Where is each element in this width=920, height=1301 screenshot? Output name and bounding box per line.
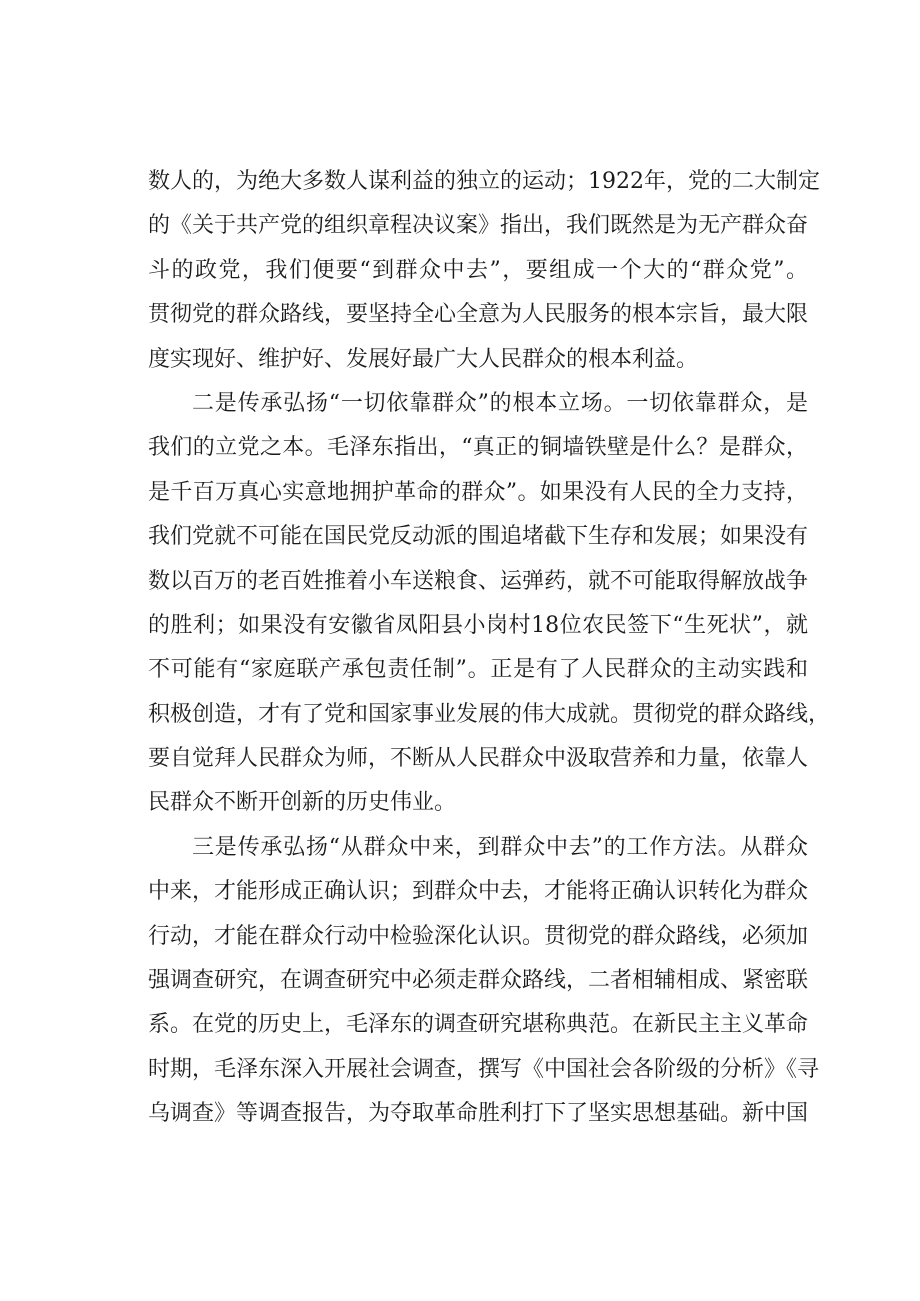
document-body [148,160,831,1137]
text-line: 要自觉拜人民群众为师，不断从人民群众中汲取营养和力量，依靠人 [148,746,809,772]
text-line: 时期，毛泽东深入开展社会调查，撰写《中国社会各阶级的分析》《寻 [148,1056,820,1082]
text-line: 二是传承弘扬“一切依靠群众”的根本立场。一切依靠群众，是 [192,390,808,416]
text-line: 不可能有“家庭联产承包责任制”。正是有了人民群众的主动实践和 [148,657,808,683]
text-line: 强调查研究，在调查研究中必须走群众路线，二者相辅相成、紧密联 [148,968,809,994]
text-line: 系。在党的历史上，毛泽东的调查研究堪称典范。在新民主主义革命 [148,1012,809,1038]
paragraph-1 [148,160,820,382]
text-line: 的胜利；如果没有安徽省凤阳县小岗村18位农民签下“生死状”，就 [148,612,808,638]
text-line: 贯彻党的群众路线，要坚持全心全意为人民服务的根本宗旨，最大限 [148,302,809,328]
text-line: 的《关于共产党的组织章程决议案》指出，我们既然是为无产群众奋 [148,213,809,239]
text-line: 我们的立党之本。毛泽东指出，“真正的铜墙铁壁是什么？是群众， [148,435,808,461]
text-line: 民群众不断开创新的历史伟业。 [148,790,457,816]
text-line: 行动，才能在群众行动中检验深化认识。贯彻党的群众路线，必须加 [148,923,809,949]
text-line: 度实现好、维护好、发展好最广大人民群众的根本利益。 [148,346,699,372]
text-line: 斗的政党，我们便要“到群众中去”，要组成一个大的“群众党”。 [148,257,808,283]
text-line: 中来，才能形成正确认识；到群众中去，才能将正确认识转化为群众 [148,879,809,905]
text-line: 我们党就不可能在国民党反动派的围追堵截下生存和发展；如果没有 [148,524,809,550]
paragraph-2 [148,382,831,826]
text-line: 三是传承弘扬“从群众中来，到群众中去”的工作方法。从群众 [192,834,808,860]
text-line: 积极创造，才有了党和国家事业发展的伟大成就。贯彻党的群众路线， [148,701,831,727]
text-line: 数以百万的老百姓推着小车送粮食、运弹药，就不可能取得解放战争 [148,568,809,594]
text-line: 乌调查》等调查报告，为夺取革命胜利打下了坚实思想基础。新中国 [148,1101,809,1127]
text-line: 数人的，为绝大多数人谋利益的独立的运动；1922年，党的二大制定 [148,169,820,194]
text-line: 是千百万真心实意地拥护革命的群众”。如果没有人民的全力支持， [148,479,808,505]
paragraph-3 [148,826,820,1137]
